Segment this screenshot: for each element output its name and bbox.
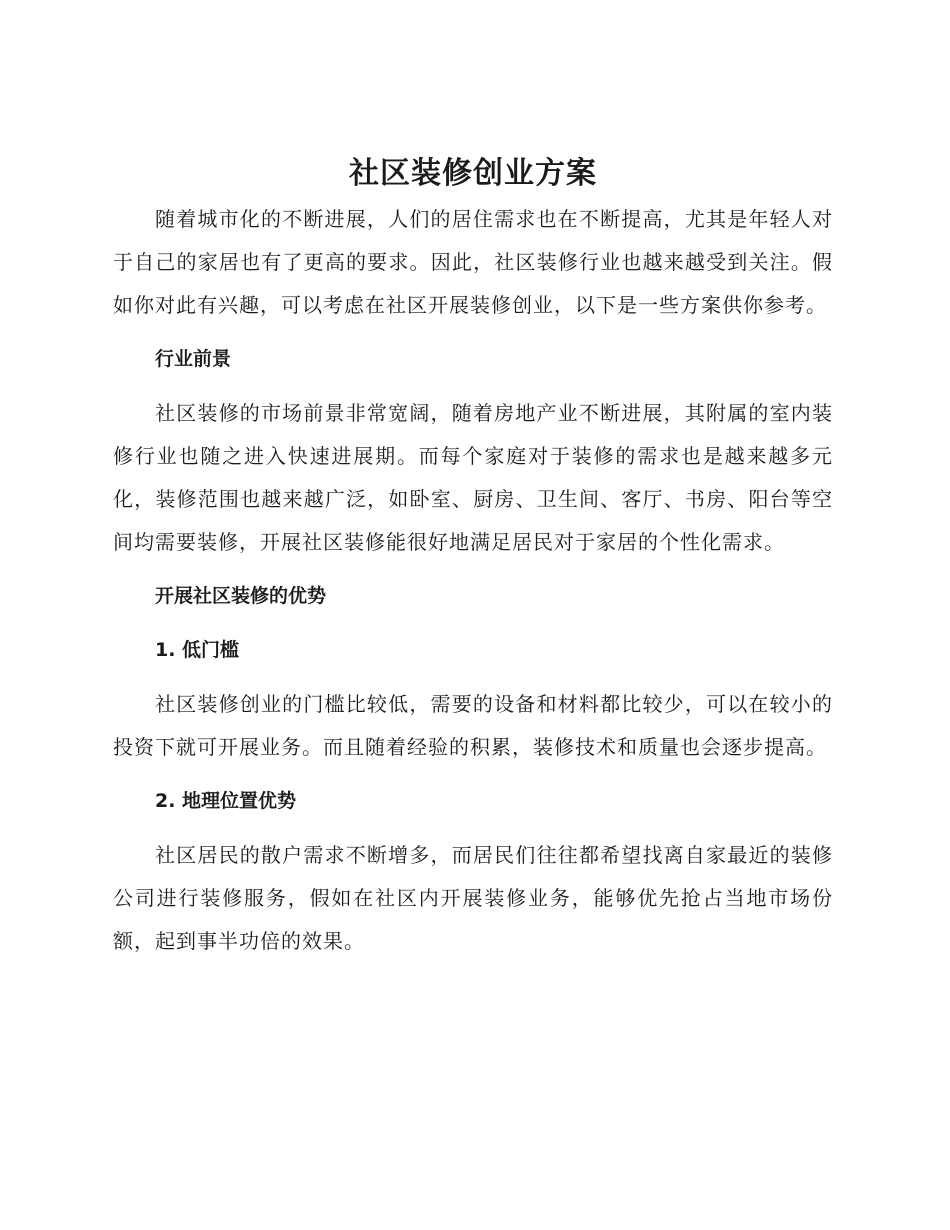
document-title: 社区装修创业方案: [349, 156, 597, 191]
section-body-low-threshold: 社区装修创业的门槛比较低，需要的设备和材料都比较少，可以在较小的投资下就可开展业务。而且随着经验的积累，装修技术和质量也会逐步提高。: [113, 692, 833, 759]
section-body-location-advantage: 社区居民的散户需求不断增多，而居民们往往都希望找离自家最近的装修公司进行装修服务，假如在社区内开展装修业务，能够优先抢占当地市场份额，起到事半功倍的效果。: [113, 843, 833, 953]
section-heading-advantages: 开展社区装修的优势: [155, 585, 327, 607]
intro-paragraph: 随着城市化的不断进展，人们的居住需求也在不断提高，尤其是年轻人对于自己的家居也有了更高的要求。因此，社区装修行业也越来越受到关注。假如你对此有兴趣，可以考虑在社区开展装修创业，以下是一些方案供你参考。: [113, 207, 833, 317]
section-body-industry-outlook: 社区装修的市场前景非常宽阔，随着房地产业不断进展，其附属的室内装修行业也随之进入快速进展期。而每个家庭对于装修的需求也是越来越多元化，装修范围也越来越广泛，如卧室、厨房、卫生间、客厅、书房、阳台等空间均需要装修，开展社区装修能很好地满足居民对于家居的个性化需求。: [113, 401, 833, 554]
document-page: [113, 150, 833, 963]
section-heading-location-advantage: 2. 地理位置优势: [155, 790, 297, 812]
section-heading-industry-outlook: 行业前景: [155, 348, 232, 370]
section-heading-low-threshold: 1. 低门槛: [155, 639, 240, 661]
